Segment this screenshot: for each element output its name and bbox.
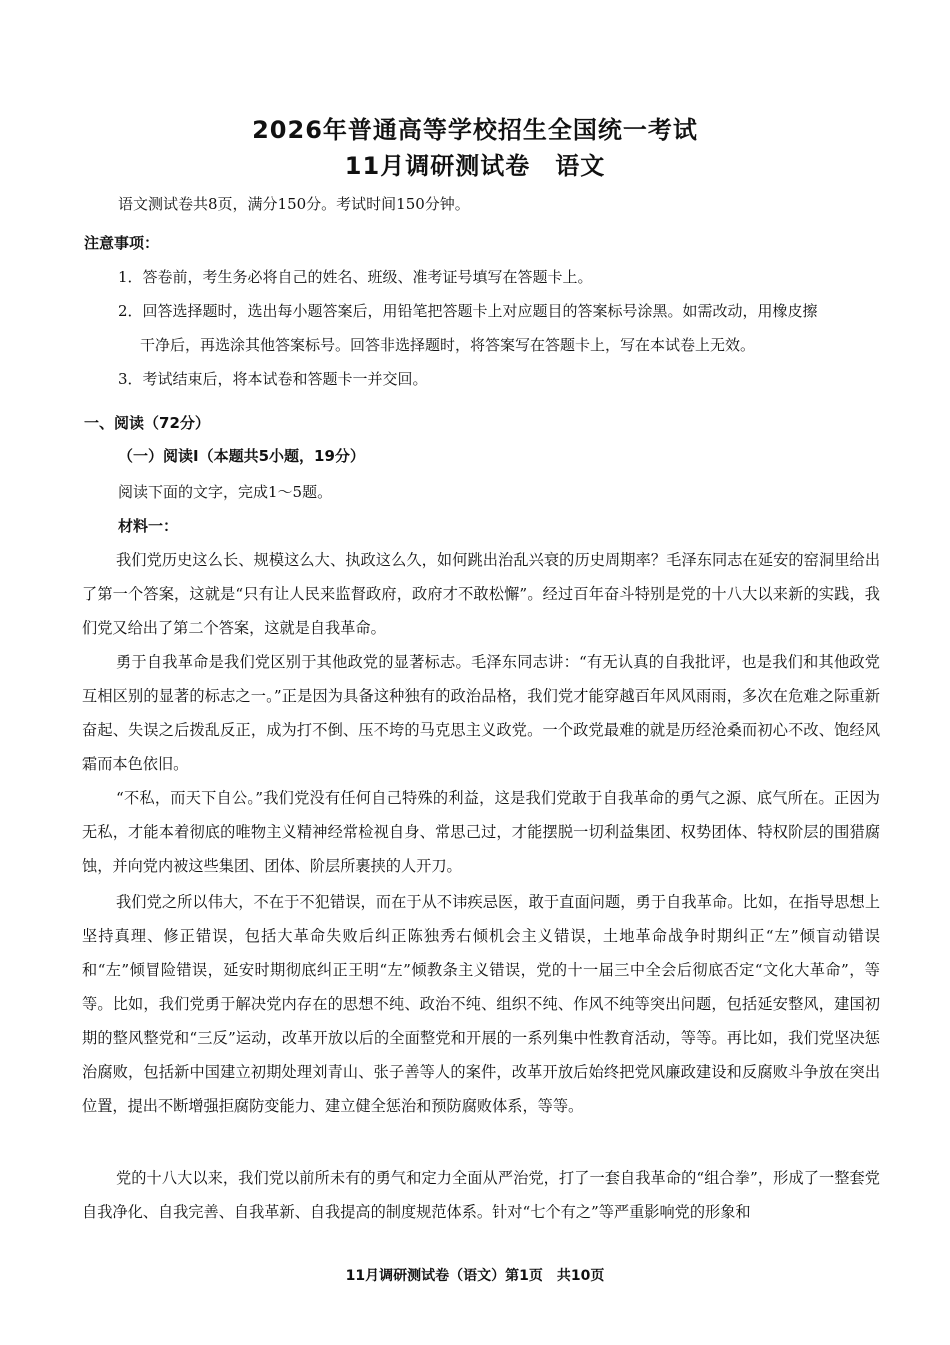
- paragraph-2: 勇于自我革命是我们党区别于其他政党的显著标志。毛泽东同志讲：“有无认真的自我批评，也是我们和其他政党互相区别的显著的标志之一。”正是因为具备这种独有的政治品格，我们党才能穿越百年风风雨雨，多次在危难之际重新奋起、失误之后拨乱反正，成为打不倒、压不垮的马克思主义政党。一个政党最难的就是历经沧桑而初心不改、饱经风霜而本色依旧。: [82, 653, 880, 773]
- exam-title: 2026年普通高等学校招生全国统一考试: [252, 116, 698, 144]
- section-heading: 一、阅读（72分）: [84, 414, 210, 432]
- exam-subtitle: 11月调研测试卷 语文: [344, 152, 606, 180]
- page-footer: 11月调研测试卷（语文）第1页 共10页: [345, 1268, 605, 1284]
- notice-item-1: 1．答卷前，考生务必将自己的姓名、班级、准考证号填写在答题卡上。: [118, 268, 593, 286]
- paragraph-1: 我们党历史这么长、规模这么大、执政这么久，如何跳出治乱兴衰的历史周期率？毛泽东同志在延安的窑洞里给出了第一个答案，这就是“只有让人民来监督政府，政府才不敢松懈”。经过百年奋斗特别是党的十八大以来新的实践，我们党又给出了第二个答案，这就是自我革命。: [82, 551, 880, 637]
- notice-item-2-cont: 干净后，再选涂其他答案标号。回答非选择题时，将答案写在答题卡上，写在本试卷上无效。: [140, 336, 756, 354]
- paragraph-5: 党的十八大以来，我们党以前所未有的勇气和定力全面从严治党，打了一套自我革命的“组合拳”，形成了一整套党自我净化、自我完善、自我革新、自我提高的制度规范体系。针对“七个有之”等严重影响党的形象和: [82, 1169, 880, 1221]
- subsection-heading: （一）阅读Ⅰ（本题共5小题，19分）: [118, 447, 365, 465]
- paragraph-3: “不私，而天下自公。”我们党没有任何自己特殊的利益，这是我们党敢于自我革命的勇气之源、底气所在。正因为无私，才能本着彻底的唯物主义精神经常检视自身、常思己过，才能摆脱一切利益集团、权势团体、特权阶层的围猎腐蚀，并向党内被这些集团、团体、阶层所裹挟的人开刀。: [82, 789, 880, 875]
- material-label: 材料一：: [118, 517, 179, 535]
- notice-heading: 注意事项：: [84, 234, 160, 252]
- reading-instruction: 阅读下面的文字，完成1～5题。: [118, 483, 333, 501]
- notice-item-3: 3．考试结束后，将本试卷和答题卡一并交回。: [118, 370, 428, 388]
- paragraph-4: 我们党之所以伟大，不在于不犯错误，而在于从不讳疾忌医，敢于直面问题，勇于自我革命。比如，在指导思想上坚持真理、修正错误，包括大革命失败后纠正陈独秀右倾机会主义错误，土地革命战争时期纠正“左”倾盲动错误和“左”倾冒险错误，延安时期彻底纠正王明“左”倾教条主义错误，党的十一届三中全会后彻底否定“文化大革命”，等等。比如，我们党勇于解决党内存在的思想不纯、政治不纯、组织不纯、作风不纯等突出问题，包括延安整风，建国初期的整风整党和“三反”运动，改革开放以后的全面整党和开展的一系列集中性教育活动，等等。再比如，我们党坚决惩治腐败，包括新中国建立初期处理刘青山、张子善等人的案件，改革开放后始终把党风廉政建设和反腐败斗争放在突出位置，提出不断增强拒腐防变能力、建立健全惩治和预防腐败体系，等等。: [82, 893, 880, 1115]
- notice-item-2: 2．回答选择题时，选出每小题答案后，用铅笔把答题卡上对应题目的答案标号涂黑。如需改动，用橡皮擦: [118, 302, 818, 320]
- exam-intro: 语文测试卷共8页，满分150分。考试时间150分钟。: [118, 195, 470, 213]
